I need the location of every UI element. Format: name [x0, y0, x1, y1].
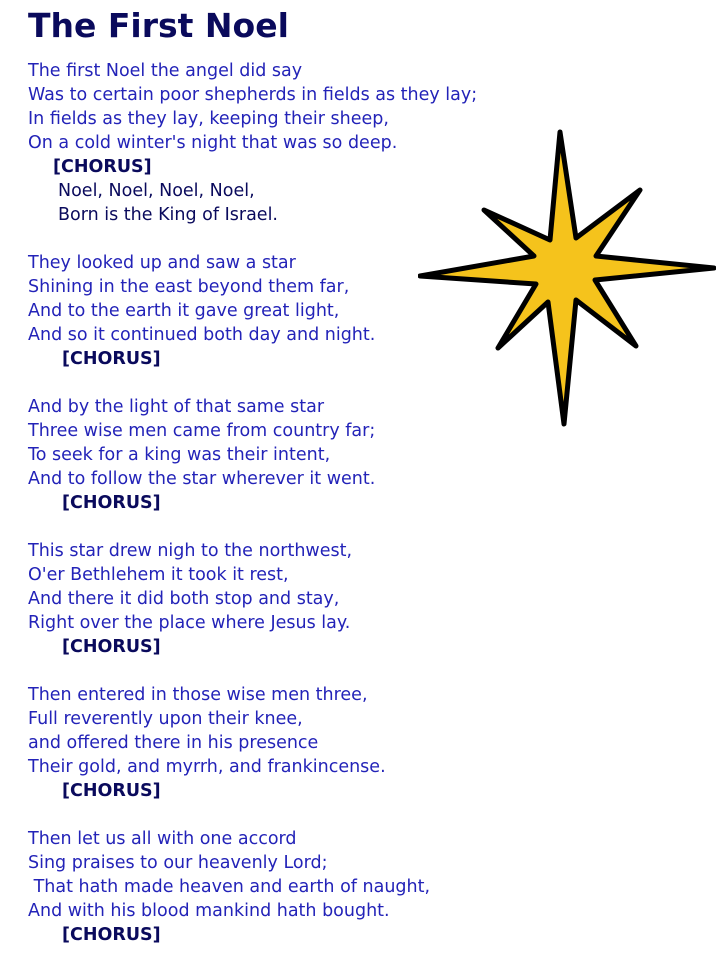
- chorus-label: [CHORUS]: [62, 493, 161, 513]
- verse-line: That hath made heaven and earth of naught,: [28, 877, 431, 897]
- star-shape: [420, 132, 714, 424]
- stanza-gap: [28, 659, 488, 683]
- verse-line: Full reverently upon their knee,: [28, 709, 303, 729]
- verse-line: Was to certain poor shepherds in fields as they lay;: [28, 85, 478, 105]
- verse-line: And by the light of that same star: [28, 397, 325, 417]
- chorus-line: Noel, Noel, Noel, Noel,: [58, 181, 255, 201]
- chorus-label: [CHORUS]: [53, 157, 152, 177]
- verse-line: And so it continued both day and night.: [28, 325, 376, 345]
- verse-line: and offered there in his presence: [28, 733, 319, 753]
- verse-line: Sing praises to our heavenly Lord;: [28, 853, 328, 873]
- stanza-gap: [28, 803, 488, 827]
- verse-line: Three wise men came from country far;: [28, 421, 376, 441]
- verse-5: [28, 683, 488, 803]
- chorus-line: Born is the King of Israel.: [58, 205, 278, 225]
- stanza-gap: [28, 515, 488, 539]
- verse-line: On a cold winter's night that was so deep.: [28, 133, 398, 153]
- verse-line: In fields as they lay, keeping their sheep,: [28, 109, 389, 129]
- verse-line: Then entered in those wise men three,: [28, 685, 368, 705]
- verse-line: And there it did both stop and stay,: [28, 589, 340, 609]
- song-title: The First Noel: [28, 6, 289, 45]
- verse-line: They looked up and saw a star: [28, 253, 296, 273]
- verse-line: Right over the place where Jesus lay.: [28, 613, 351, 633]
- verse-line: The first Noel the angel did say: [28, 61, 303, 81]
- verse-line: To seek for a king was their intent,: [28, 445, 331, 465]
- star-icon: [418, 128, 716, 428]
- chorus-label: [CHORUS]: [62, 637, 161, 657]
- chorus-label: [CHORUS]: [62, 925, 161, 945]
- verse-6: [28, 827, 488, 947]
- verse-line: And to follow the star wherever it went.: [28, 469, 376, 489]
- verse-line: Shining in the east beyond them far,: [28, 277, 350, 297]
- verse-line: Their gold, and myrrh, and frankincense.: [28, 757, 386, 777]
- verse-line: O'er Bethlehem it took it rest,: [28, 565, 289, 585]
- verse-4: [28, 539, 488, 659]
- verse-line: Then let us all with one accord: [28, 829, 297, 849]
- verse-line: And to the earth it gave great light,: [28, 301, 340, 321]
- verse-line: And with his blood mankind hath bought.: [28, 901, 390, 921]
- chorus-label: [CHORUS]: [62, 349, 161, 369]
- verse-line: This star drew nigh to the northwest,: [28, 541, 353, 561]
- chorus-label: [CHORUS]: [62, 781, 161, 801]
